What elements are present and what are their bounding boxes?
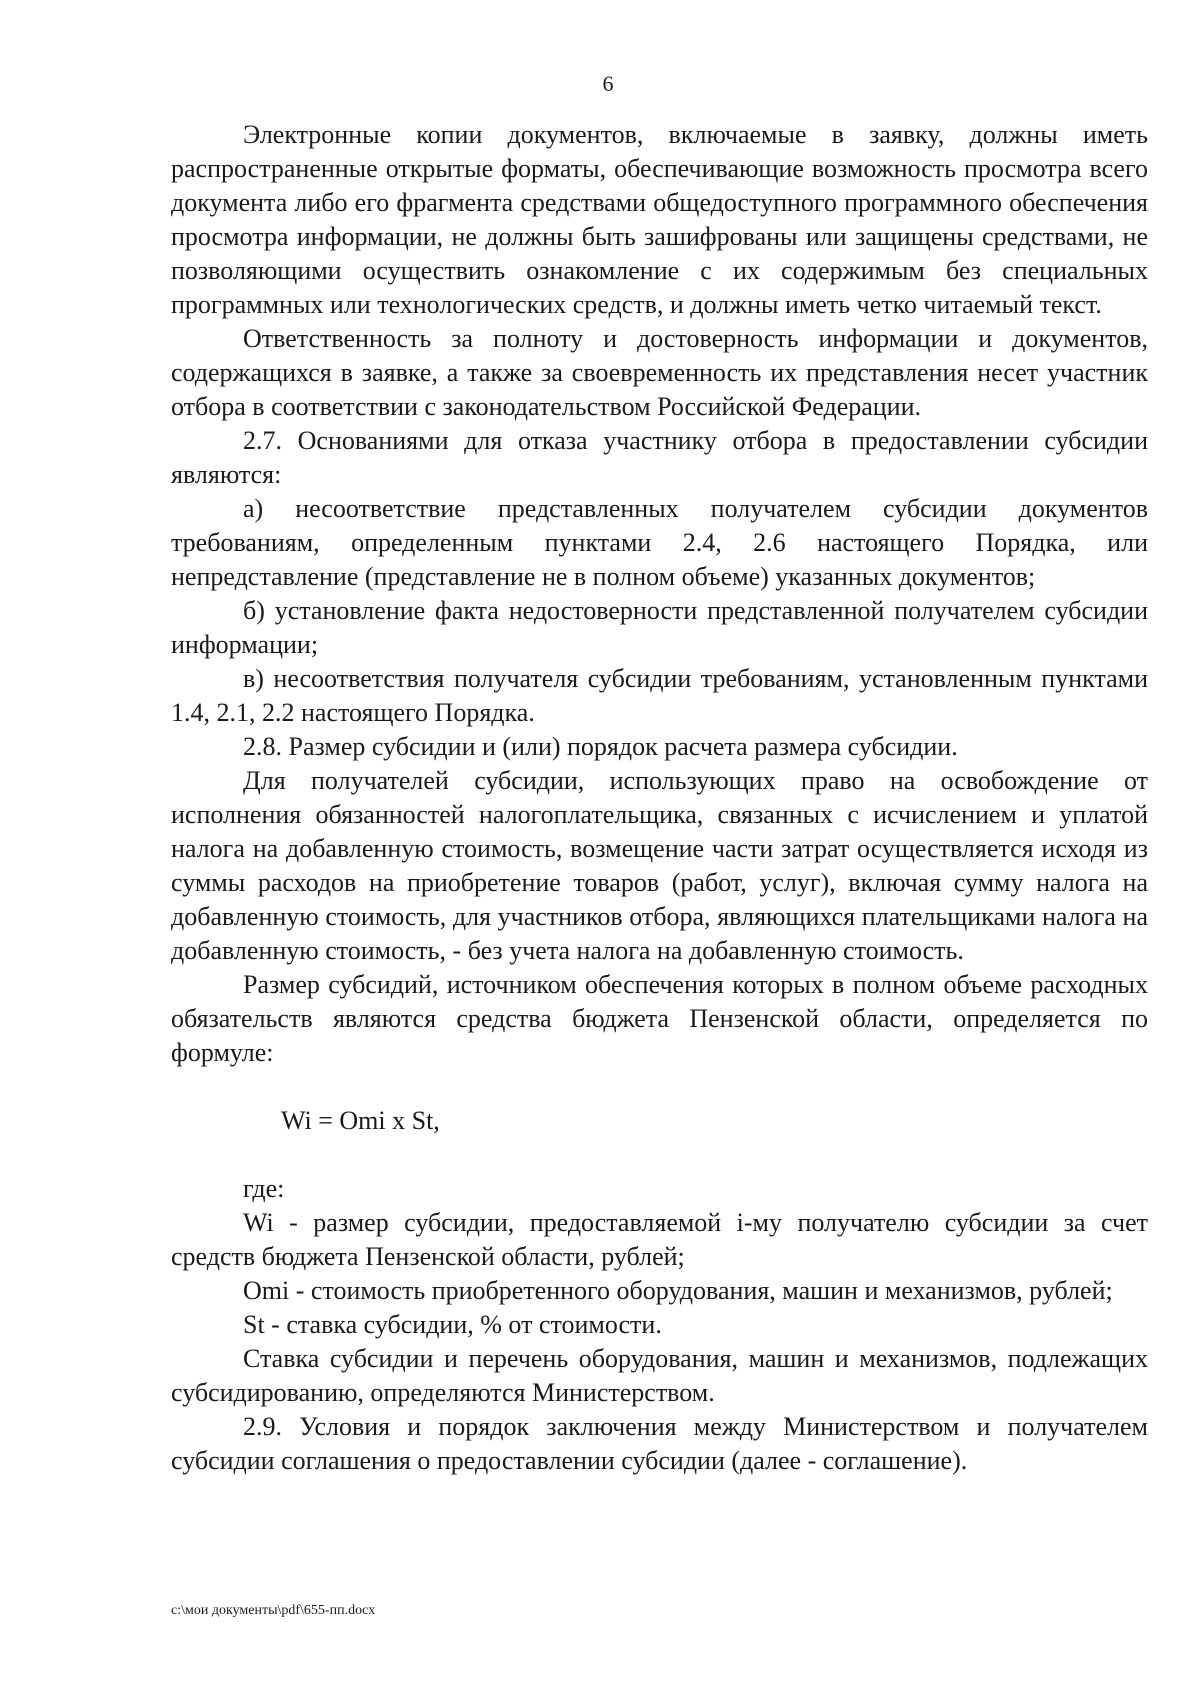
document-body [171,118,1148,1478]
paragraph-responsibility: Ответственность за полноту и достоверность информации и документов, содержащихся в заявке, а также за своевременность их представления несет участник отбора в соответствии с законодательством Российской Федерации. [171,324,1148,421]
page-number: 6 [602,71,614,96]
paragraph-2-9-agreement: 2.9. Условия и порядок заключения между Министерством и получателем субсидии соглашения о предоставлении субсидии (далее - соглашение). [171,1412,1148,1475]
formula-where-label: где: [243,1174,285,1203]
paragraph-item-a: а) несоответствие представленных получателем субсидии документов требованиям, определенным пунктами 2.4, 2.6 настоящего Порядка, или непредставление (представление не в полном объеме) указанных документов; [171,494,1148,591]
paragraph-2-7-refusal-grounds: 2.7. Основаниями для отказа участнику отбора в предоставлении субсидии являются: [171,426,1148,489]
paragraph-formula-intro: Размер субсидий, источником обеспечения которых в полном объеме расходных обязательств являются средства бюджета Пензенской области, определяется по формуле: [171,970,1148,1067]
definition-omi: Omi - стоимость приобретенного оборудования, машин и механизмов, рублей; [243,1276,1113,1305]
definition-wi: Wi - размер субсидии, предоставляемой i-му получателю субсидии за счет средств бюджета Пензенской области, рублей; [171,1208,1148,1271]
paragraph-vat-exemption: Для получателей субсидии, использующих право на освобождение от исполнения обязанностей налогоплательщика, связанных с исчислением и уплатой налога на добавленную стоимость, возмещение части затрат осуществляется исходя из суммы расходов на приобретение товаров (работ, услуг), включая сумму налога на добавленную стоимость, для участников отбора, являющихся плательщиками налога на добавленную стоимость, - без учета налога на добавленную стоимость. [171,766,1148,965]
footer-file-path: c:\мои документы\pdf\655-пп.docx [171,1603,376,1618]
subsidy-formula: Wi = Omi x St, [281,1106,440,1135]
definition-st: St - ставка субсидии, % от стоимости. [243,1310,662,1339]
paragraph-2-8-subsidy-size: 2.8. Размер субсидии и (или) порядок расчета размера субсидии. [243,732,958,761]
paragraph-rate-and-list: Ставка субсидии и перечень оборудования, машин и механизмов, подлежащих субсидированию, определяются Министерством. [171,1344,1148,1407]
paragraph-item-b: б) установление факта недостоверности представленной получателем субсидии информации; [171,596,1148,659]
paragraph-electronic-copies: Электронные копии документов, включаемые в заявку, должны иметь распространенные открытые форматы, обеспечивающие возможность просмотра всего документа либо его фрагмента средствами общедоступного программного обеспечения просмотра информации, не должны быть зашифрованы или защищены средствами, не позволяющими осуществить ознакомление с их содержимым без специальных программных или технологических средств, и должны иметь четко читаемый текст. [171,120,1148,319]
paragraph-item-v: в) несоответствия получателя субсидии требованиям, установленным пунктами 1.4, 2.1, 2.2 настоящего Порядка. [171,664,1148,727]
